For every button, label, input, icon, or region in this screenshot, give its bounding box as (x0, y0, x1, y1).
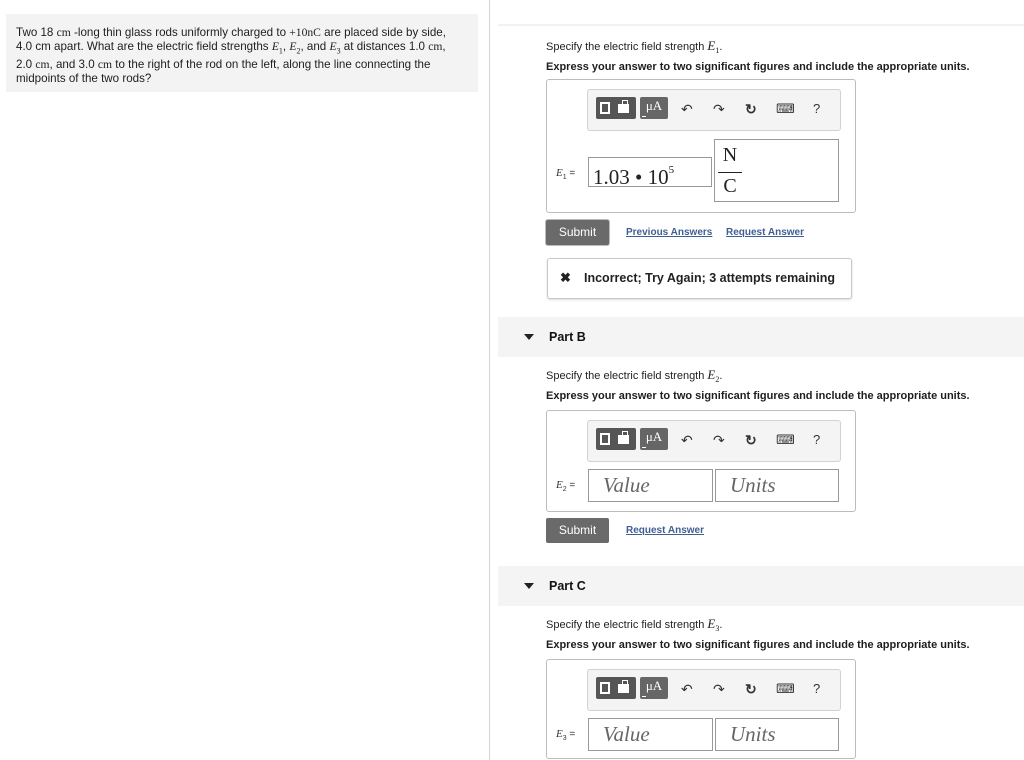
part-b-toolbar (587, 420, 841, 462)
part-a-answer-box (546, 79, 856, 213)
panel-divider (489, 0, 490, 760)
part-a-request-answer-link[interactable]: Request Answer (726, 227, 804, 238)
micro-units-icon[interactable]: μA (640, 428, 668, 450)
part-a-units-input[interactable] (714, 139, 839, 202)
keyboard-icon[interactable]: ⌨ (776, 101, 795, 116)
part-c-units-input[interactable]: Units (715, 718, 839, 751)
previous-answers-link[interactable]: Previous Answers (626, 227, 713, 238)
part-a-instructions: Express your answer to two significant figures and include the appropriate units. (546, 61, 970, 73)
part-b-units-input[interactable]: Units (715, 469, 839, 502)
collapse-triangle-icon[interactable] (524, 583, 534, 589)
part-b-instructions: Express your answer to two significant figures and include the appropriate units. (546, 390, 970, 402)
part-c-value-input[interactable]: Value (588, 718, 713, 751)
collapse-triangle-icon[interactable] (524, 334, 534, 340)
templates-icon[interactable] (596, 428, 636, 450)
top-rule (498, 24, 1024, 26)
redo-icon[interactable]: ↷ (713, 681, 725, 697)
templates-icon[interactable] (596, 97, 636, 119)
part-b-submit-button[interactable]: Submit (546, 518, 609, 543)
undo-icon[interactable]: ↶ (681, 432, 693, 448)
part-a-toolbar (587, 89, 841, 131)
fraction-bar (718, 172, 742, 173)
part-b-value-input[interactable]: Value (588, 469, 713, 502)
part-a-prompt: Specify the electric field strength $E_1$. (546, 38, 723, 56)
undo-icon[interactable]: ↶ (681, 681, 693, 697)
part-c-variable-label: $E_3$ = (556, 728, 576, 742)
part-a-value-input[interactable]: 1.03 • $10^5$ (588, 157, 712, 187)
part-c-title: Part C (549, 579, 586, 593)
redo-icon[interactable]: ↷ (713, 101, 725, 117)
feedback-message: Incorrect; Try Again; 3 attempts remaining (584, 271, 835, 285)
help-icon[interactable]: ? (813, 101, 821, 116)
templates-icon[interactable] (596, 677, 636, 699)
unit-denominator: C (723, 175, 737, 197)
reset-icon[interactable]: ↻ (745, 681, 757, 697)
part-b-title: Part B (549, 330, 586, 344)
problem-statement: Two 18 cm -long thin glass rods uniformly charged to +10nC are placed side by side, 4.0 cm apart. What are the electric field strengths $E_1$, $E_2$, and $E_3$ at distances 1.0 cm, 2.0 cm, and 3.0 cm to the right of the rod on the left, along the line connecting the midpoints of the two rods? (16, 26, 446, 86)
part-b-request-answer-link[interactable]: Request Answer (626, 525, 704, 536)
micro-units-icon[interactable]: μA (640, 677, 668, 699)
part-c-prompt: Specify the electric field strength $E_3$. (546, 616, 723, 634)
part-c-instructions: Express your answer to two significant figures and include the appropriate units. (546, 639, 970, 651)
keyboard-icon[interactable]: ⌨ (776, 681, 795, 696)
part-c-answer-box (546, 659, 856, 759)
part-c-toolbar (587, 669, 841, 711)
reset-icon[interactable]: ↻ (745, 432, 757, 448)
part-b-answer-box (546, 410, 856, 512)
keyboard-icon[interactable]: ⌨ (776, 432, 795, 447)
incorrect-feedback (547, 258, 852, 299)
part-a-submit-button[interactable]: Submit (546, 220, 609, 245)
help-icon[interactable]: ? (813, 681, 821, 696)
incorrect-x-icon: ✖ (560, 270, 571, 285)
micro-units-icon[interactable]: μA (640, 97, 668, 119)
help-icon[interactable]: ? (813, 432, 821, 447)
redo-icon[interactable]: ↷ (713, 432, 725, 448)
part-b-variable-label: $E_2$ = (556, 479, 576, 493)
part-b-prompt: Specify the electric field strength $E_2$. (546, 367, 723, 385)
part-a-variable-label: $E_1$ = (556, 167, 576, 181)
reset-icon[interactable]: ↻ (745, 101, 757, 117)
unit-numerator: N (722, 144, 738, 166)
undo-icon[interactable]: ↶ (681, 101, 693, 117)
